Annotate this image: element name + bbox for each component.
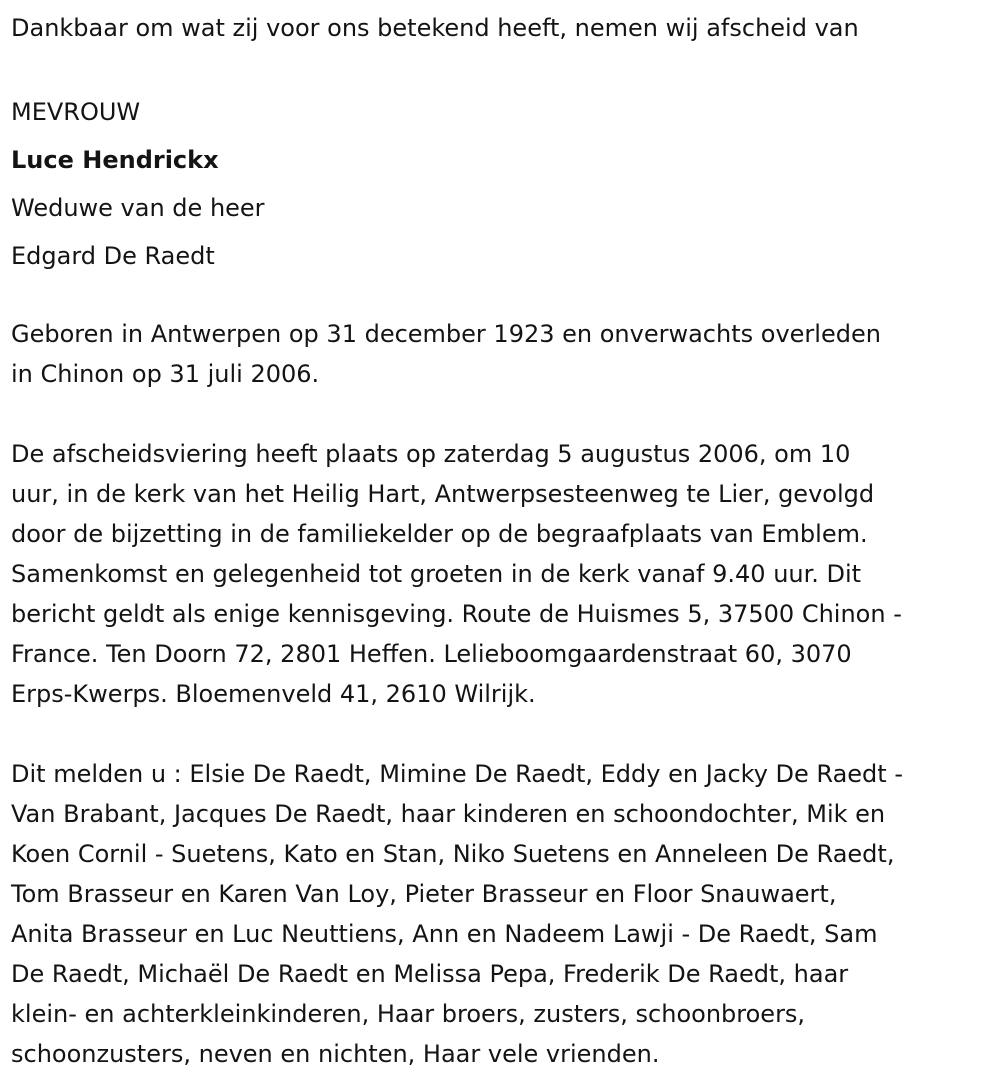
paragraph-line: klein- en achterkleinkinderen, Haar broers, zusters, schoonbroers, (11, 1000, 806, 1028)
relation-line-1: Weduwe van de heer (11, 194, 265, 222)
paragraph-line: Koen Cornil - Suetens, Kato en Stan, Niko Suetens en Anneleen De Raedt, (11, 840, 895, 868)
paragraph-line: Dit melden u : Elsie De Raedt, Mimine De Raedt, Eddy en Jacky De Raedt - (11, 760, 903, 788)
paragraph-line: door de bijzetting in de familiekelder op de begraafplaats van Emblem. (11, 520, 868, 548)
paragraph-line: uur, in de kerk van het Heilig Hart, Antwerpsesteenweg te Lier, gevolgd (11, 480, 875, 508)
paragraph-line: bericht geldt als enige kennisgeving. Route de Huismes 5, 37500 Chinon - (11, 600, 902, 628)
intro-text: Dankbaar om wat zij voor ons betekend heeft, nemen wij afscheid van (11, 14, 859, 42)
paragraph-line: Geboren in Antwerpen op 31 december 1923 en onverwachts overleden (11, 320, 881, 348)
paragraph-line: Erps-Kwerps. Bloemenveld 41, 2610 Wilrijk. (11, 680, 536, 708)
paragraph-line: Van Brabant, Jacques De Raedt, haar kinderen en schoondochter, Mik en (11, 800, 886, 828)
deceased-name: Luce Hendrickx (11, 146, 219, 174)
paragraph-line: Anita Brasseur en Luc Neuttiens, Ann en Nadeem Lawji - De Raedt, Sam (11, 920, 878, 948)
paragraph-line: Samenkomst en gelegenheid tot groeten in de kerk vanaf 9.40 uur. Dit (11, 560, 862, 588)
paragraph-line: De Raedt, Michaël De Raedt en Melissa Pepa, Frederik De Raedt, haar (11, 960, 849, 988)
ceremony-paragraph (11, 434, 990, 714)
honorific-title: MEVROUW (11, 98, 141, 126)
paragraph-line: schoonzusters, neven en nichten, Haar vele vrienden. (11, 1040, 660, 1068)
paragraph-line: De afscheidsviering heeft plaats op zaterdag 5 augustus 2006, om 10 (11, 440, 851, 468)
spacer (11, 394, 990, 434)
paragraph-line: France. Ten Doorn 72, 2801 Heffen. Lelieboomgaardenstraat 60, 3070 (11, 640, 852, 668)
relation-line-2: Edgard De Raedt (11, 242, 215, 270)
paragraph-line: in Chinon op 31 juli 2006. (11, 360, 320, 388)
birth-death-paragraph (11, 314, 990, 394)
spacer (11, 714, 990, 754)
paragraph-line: Tom Brasseur en Karen Van Loy, Pieter Brasseur en Floor Snauwaert, (11, 880, 837, 908)
spacer (11, 280, 990, 314)
family-paragraph (11, 754, 990, 1074)
